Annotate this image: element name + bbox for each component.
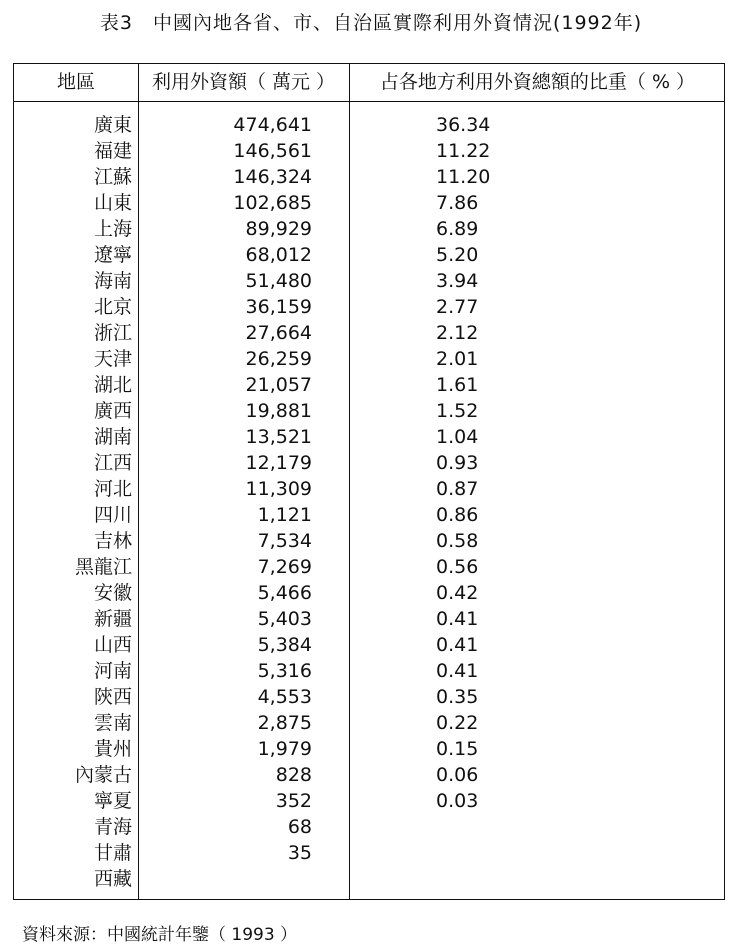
amount-cell: 1,121 [257,504,312,526]
region-cell: 江西 [93,452,132,474]
table-row [14,736,726,762]
share-cell: 0.41 [436,660,479,682]
data-table [13,63,725,900]
amount-cell: 7,534 [257,530,312,552]
share-cell: 1.61 [436,374,479,396]
share-cell: 3.94 [436,270,479,292]
region-cell: 甘肅 [93,842,132,864]
amount-cell: 4,553 [257,686,312,708]
amount-cell: 89,929 [245,218,312,240]
region-cell: 陝西 [93,686,132,708]
region-cell: 山東 [93,192,132,214]
region-cell: 湖北 [93,374,132,396]
source-note: 資料來源：中國統計年鑒（ 1993 ） [22,925,298,945]
table-row [14,450,726,476]
region-cell: 北京 [93,296,132,318]
table-row [14,294,726,320]
share-cell: 0.06 [436,764,479,786]
table-row [14,814,726,840]
share-cell: 7.86 [436,192,479,214]
amount-cell: 146,324 [233,166,312,188]
share-cell: 0.41 [436,634,479,656]
region-cell: 江蘇 [93,166,132,188]
share-cell: 0.58 [436,530,479,552]
table-row [14,372,726,398]
table-body [14,112,726,892]
table-row [14,268,726,294]
share-cell: 0.87 [436,478,479,500]
share-cell: 5.20 [436,244,479,266]
table-row [14,554,726,580]
share-cell: 2.77 [436,296,479,318]
amount-cell: 35 [287,842,312,864]
share-cell: 0.15 [436,738,479,760]
table-row [14,658,726,684]
region-cell: 福建 [93,140,132,162]
header-amount: 利用外資額（ 萬元 ） [151,71,336,93]
amount-cell: 27,664 [245,322,312,344]
region-cell: 廣西 [93,400,132,422]
table-row [14,840,726,866]
share-cell: 0.42 [436,582,479,604]
amount-cell: 2,875 [257,712,312,734]
table-row [14,684,726,710]
region-cell: 浙江 [93,322,132,344]
amount-cell: 68,012 [245,244,312,266]
table-row [14,762,726,788]
amount-cell: 7,269 [257,556,312,578]
share-cell: 0.93 [436,452,479,474]
amount-cell: 51,480 [245,270,312,292]
header-region: 地區 [56,71,95,93]
share-cell: 1.52 [436,400,479,422]
share-cell: 0.35 [436,686,479,708]
amount-cell: 5,466 [257,582,312,604]
table-row [14,320,726,346]
table-row [14,632,726,658]
table-row [14,190,726,216]
region-cell: 湖南 [93,426,132,448]
region-cell: 四川 [93,504,132,526]
table-row [14,528,726,554]
share-cell: 0.41 [436,608,479,630]
table-row [14,216,726,242]
region-cell: 遼寧 [93,244,132,266]
region-cell: 貴州 [93,738,132,760]
share-cell: 2.01 [436,348,479,370]
share-cell: 0.86 [436,504,479,526]
region-cell: 河南 [93,660,132,682]
amount-cell: 12,179 [245,452,312,474]
table-row [14,242,726,268]
region-cell: 安徽 [93,582,132,604]
table-row [14,710,726,736]
region-cell: 河北 [93,478,132,500]
table-row [14,866,726,892]
region-cell: 上海 [93,218,132,240]
share-cell: 11.20 [436,166,491,188]
share-cell: 36.34 [436,114,491,136]
table-row [14,476,726,502]
region-cell: 雲南 [93,712,132,734]
table-row [14,112,726,138]
region-cell: 廣東 [93,114,132,136]
amount-cell: 5,316 [257,660,312,682]
amount-cell: 36,159 [245,296,312,318]
region-cell: 吉林 [93,530,132,552]
table-row [14,502,726,528]
share-cell: 1.04 [436,426,479,448]
amount-cell: 21,057 [245,374,312,396]
amount-cell: 13,521 [245,426,312,448]
amount-cell: 1,979 [257,738,312,760]
region-cell: 黑龍江 [74,556,132,578]
table-row [14,606,726,632]
amount-cell: 5,403 [257,608,312,630]
amount-cell: 828 [275,764,312,786]
share-cell: 2.12 [436,322,479,344]
share-cell: 6.89 [436,218,479,240]
amount-cell: 146,561 [233,140,312,162]
table-row [14,788,726,814]
amount-cell: 5,384 [257,634,312,656]
header-share: 占各地方利用外資總額的比重（ % ） [379,71,696,93]
table-row [14,164,726,190]
table-row [14,424,726,450]
header-divider [14,101,724,102]
region-cell: 天津 [93,348,132,370]
amount-cell: 352 [275,790,312,812]
amount-cell: 68 [287,816,312,838]
amount-cell: 474,641 [233,114,312,136]
region-cell: 西藏 [93,868,132,890]
share-cell: 0.03 [436,790,479,812]
region-cell: 內蒙古 [74,764,132,786]
region-cell: 海南 [93,270,132,292]
amount-cell: 26,259 [245,348,312,370]
amount-cell: 11,309 [245,478,312,500]
share-cell: 0.56 [436,556,479,578]
region-cell: 寧夏 [93,790,132,812]
region-cell: 山西 [93,634,132,656]
share-cell: 0.22 [436,712,479,734]
table-row [14,398,726,424]
region-cell: 新疆 [93,608,132,630]
amount-cell: 102,685 [233,192,312,214]
amount-cell: 19,881 [245,400,312,422]
table-row [14,346,726,372]
region-cell: 青海 [93,816,132,838]
table-row [14,138,726,164]
share-cell: 11.22 [436,140,491,162]
table-row [14,580,726,606]
document-title: 表3 中國內地各省、市、自治區實際利用外資情況(1992年) [99,12,643,34]
